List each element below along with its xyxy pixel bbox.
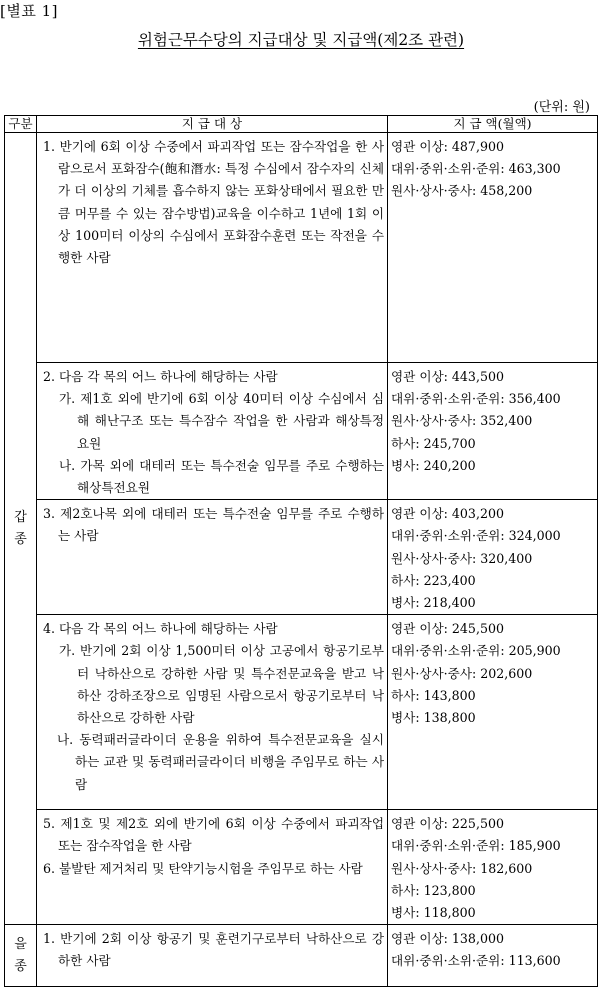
amount-cell <box>388 615 598 810</box>
amount-cell <box>388 500 598 615</box>
table-body <box>5 133 598 987</box>
amount-line: 원사·상사·중사: 458,200 <box>391 183 533 199</box>
unit-note: (단위: 원) <box>533 100 590 115</box>
column-header-amount: 지 급 액(월액) <box>388 116 598 133</box>
amount-cell <box>388 810 598 925</box>
category-char: 종 <box>14 531 27 547</box>
criteria-item: 6. 불발탄 제거처리 및 탄약기능시험을 주임무로 하는 사람 <box>43 860 363 876</box>
amount-line: 영관 이상: 443,500 <box>391 369 504 384</box>
category-char: 을 <box>14 936 27 952</box>
amount-cell <box>388 133 598 363</box>
category-char: 갑 <box>14 509 27 525</box>
amount-line: 영관 이상: 487,900 <box>391 139 504 154</box>
table-row <box>5 363 598 500</box>
amount-line: 대위·중위·소위·준위: 324,000 <box>391 528 561 544</box>
amount-line: 하사: 223,400 <box>391 572 476 588</box>
criteria-item: 3. 제2호나목 외에 대테러 또는 특수전술 임무를 주로 수행하는 사람 <box>43 506 384 544</box>
document-title: 위험근무수당의 지급대상 및 지급액(제2조 관련) <box>137 31 465 49</box>
amount-line: 대위·중위·소위·준위: 113,600 <box>391 953 561 969</box>
column-header-category: 구분 <box>5 116 37 133</box>
amount-cell <box>388 363 598 500</box>
amount-line: 병사: 240,200 <box>391 457 476 473</box>
criteria-item: 1. 반기에 2회 이상 항공기 및 훈련기구로부터 낙하산으로 강하한 사람 <box>43 931 384 969</box>
amount-line: 영관 이상: 225,500 <box>391 816 504 832</box>
table-header-row <box>5 116 598 133</box>
criteria-cell <box>37 500 388 615</box>
criteria-item: 5. 제1호 및 제2호 외에 반기에 6회 이상 수중에서 파괴작업 또는 잠수작업을 한 사람 <box>43 816 384 854</box>
category-cell <box>5 925 37 987</box>
criteria-item: 1. 반기에 6회 이상 수중에서 파괴작업 또는 잠수작업을 한 사람으로서 포화잠수(飽和潛水: 특정 수심에서 잠수자의 신체가 더 이상의 기체를 흡수하지 않는 포화상태에서 필요한 만큼 머무를 수 있는 잠수방법)교육을 이수하고 1년에 1회 이상 100미터 이상의 수심에서 포화잠수훈련 또는 작전을 수행한 사람 <box>43 139 384 266</box>
amount-line: 영관 이상: 138,000 <box>391 931 504 947</box>
category-cell <box>5 133 37 925</box>
table-row <box>5 133 598 363</box>
amount-line: 대위·중위·소위·준위: 463,300 <box>391 161 561 177</box>
amount-line: 병사: 218,400 <box>391 595 476 611</box>
amount-line: 대위·중위·소위·준위: 185,900 <box>391 838 561 854</box>
criteria-cell <box>37 810 388 925</box>
criteria-subitem: 나. 동력패러글라이더 운용을 위하여 특수전문교육을 실시하는 교관 및 동력패러글라이더 비행을 주임무로 하는 사람 <box>57 732 384 792</box>
table-row <box>5 925 598 987</box>
table-row <box>5 500 598 615</box>
criteria-item: 2. 다음 각 목의 어느 하나에 해당하는 사람 <box>43 369 278 384</box>
amount-line: 원사·상사·중사: 352,400 <box>391 413 533 429</box>
criteria-subitem: 나. 가목 외에 대테러 또는 특수전술 임무를 주로 수행하는 해상특전요원 <box>59 457 384 496</box>
column-header-criteria: 지 급 대 상 <box>37 116 388 133</box>
amount-line: 병사: 138,800 <box>391 710 476 726</box>
criteria-cell <box>37 615 388 810</box>
amount-line: 하사: 123,800 <box>391 882 476 898</box>
amount-line: 원사·상사·중사: 182,600 <box>391 860 533 876</box>
amount-line: 원사·상사·중사: 202,600 <box>391 665 533 681</box>
amount-line: 영관 이상: 403,200 <box>391 506 504 522</box>
table-row <box>5 810 598 925</box>
amount-line: 하사: 245,700 <box>391 435 476 451</box>
category-char: 종 <box>14 958 27 974</box>
criteria-item: 4. 다음 각 목의 어느 하나에 해당하는 사람 <box>43 621 278 637</box>
allowance-table <box>4 115 598 987</box>
amount-line: 하사: 143,800 <box>391 687 476 703</box>
annex-tag: [별표 1] <box>0 2 58 20</box>
criteria-cell <box>37 363 388 500</box>
criteria-cell <box>37 925 388 987</box>
amount-line: 병사: 118,800 <box>391 905 476 921</box>
amount-line: 대위·중위·소위·준위: 205,900 <box>391 643 561 659</box>
amount-line: 원사·상사·중사: 320,400 <box>391 550 533 566</box>
amount-line: 영관 이상: 245,500 <box>391 621 504 637</box>
amount-line: 대위·중위·소위·준위: 356,400 <box>391 391 561 407</box>
criteria-subitem: 가. 제1호 외에 반기에 6회 이상 40미터 이상 수심에서 심해 해난구조 또는 특수잠수 작업을 한 사람과 해상특정요원 <box>59 391 384 451</box>
table-row <box>5 615 598 810</box>
amount-cell <box>388 925 598 987</box>
criteria-cell <box>37 133 388 363</box>
criteria-subitem: 가. 반기에 2회 이상 1,500미터 이상 고공에서 항공기로부터 낙하산으로 강하한 사람 및 특수전문교육을 받고 낙하산 강하조장으로 임명된 사람으로서 항공기로부터 낙하산으로 강하한 사람 <box>59 643 384 726</box>
